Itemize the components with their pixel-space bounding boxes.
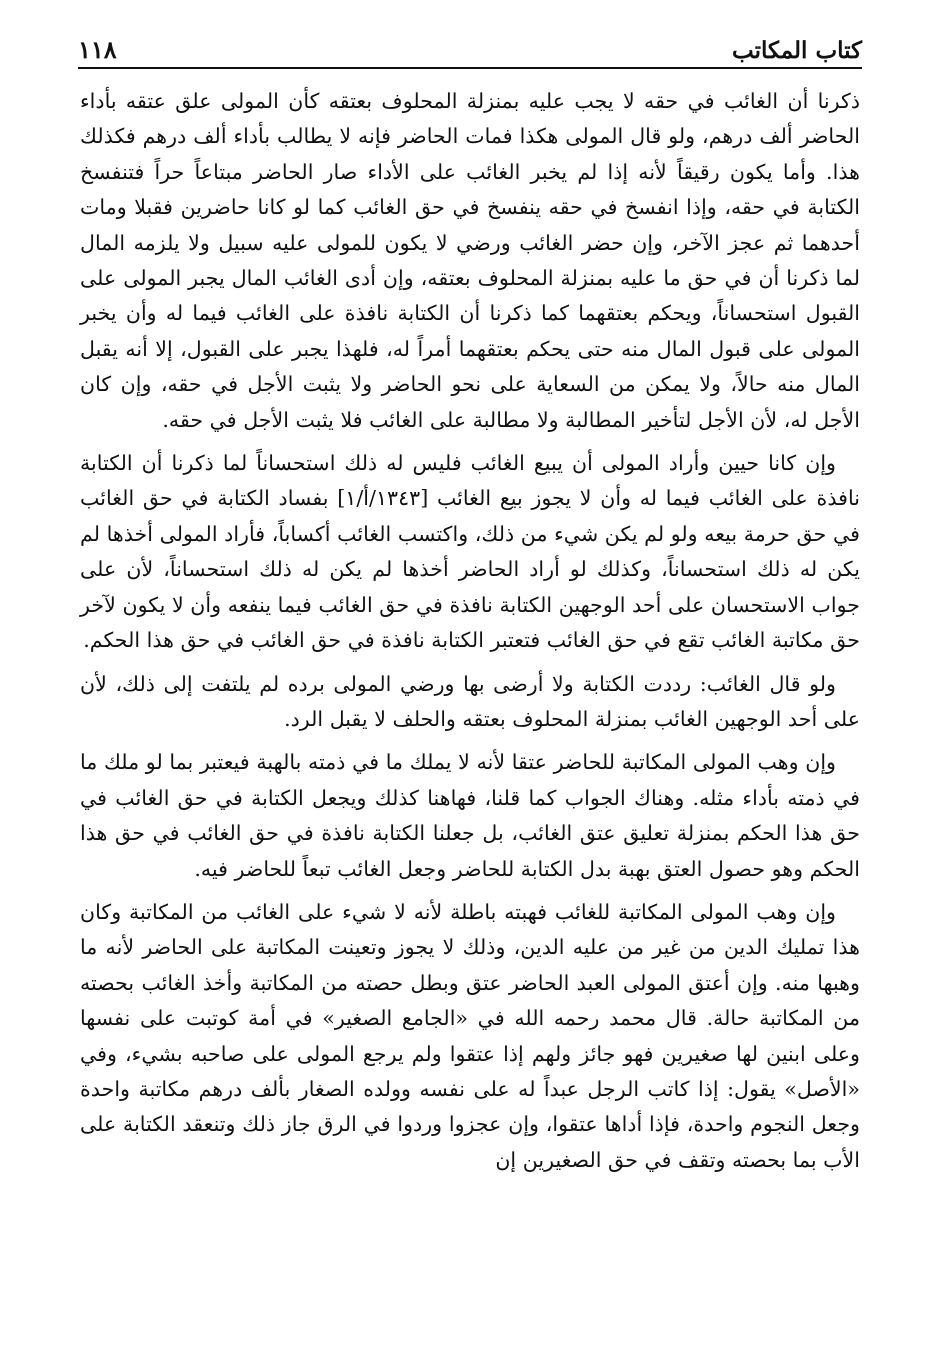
page-header — [78, 24, 862, 64]
running-title: كتاب المكاتب — [732, 37, 862, 64]
paragraph: وإن وهب المولى المكاتبة للغائب فهبته باطلة لأنه لا شيء على الغائب من المكاتبة وكان هذا تمليك الدين من غير من عليه الدين، وذلك لا يجوز وتعينت المكاتبة على الحاضر لأنه ما وهبها منه. وإن أعتق المولى العبد الحاضر عتق وبطل حصته من المكاتبة وأخذ الغائب بحصته من المكاتبة حالة. قال محمد رحمه الله في «الجامع الصغير» في أمة كوتبت على نفسها وعلى ابنين لها صغيرين فهو جائز ولهم إذا عتقوا ولم يرجع المولى على صاحبه بشيء، وفي «الأصل» يقول: إذا كاتب الرجل عبداً له على نفسه وولده الصغار بألف درهم مكاتبة واحدة وجعل النجوم واحدة، فإذا أداها عتقوا، وإن عجزوا وردوا في الرق جاز ذلك وتنعقد الكتابة على الأب بما بحصته وتقف في حق الصغيرين إن — [80, 899, 860, 1172]
header-rule — [78, 67, 862, 69]
body-text — [80, 84, 860, 1186]
paragraph: وإن وهب المولى المكاتبة للحاضر عتقا لأنه لا يملك ما في ذمته بالهبة فيعتبر بما لو ملك ما في ذمته بأداء مثله. وهناك الجواب كما قلنا، فهاهنا كذلك ويجعل الكتابة في حق الغائب في حق هذا الحكم بمنزلة تعليق عتق الغائب، بل جعلنا الكتابة نافذة في حق الغائب في حق هذا الحكم وهو حصول العتق بهبة بدل الكتابة للحاضر وجعل الغائب تبعاً للحاضر فيه. — [80, 750, 860, 881]
paragraph: ذكرنا أن الغائب في حقه لا يجب عليه بمنزلة المحلوف بعتقه كأن المولى علق عتقه بأداء الحاضر ألف درهم، ولو قال المولى هكذا فمات الحاضر فإنه لا يطالب بأداء ألف درهم فكذلك هذا. وأما يكون رقيقاً لأنه إذا لم يخبر الغائب على الأداء صار الحاضر مبتاعاً حراً فتنفسخ الكتابة في حقه، وإذا انفسخ في حقه ينفسخ في حق الغائب كما لو كانا حاضرين فقبلا ومات أحدهما ثم عجز الآخر، وإن حضر الغائب ورضي لا يكون للمولى عليه سبيل ولا يلزمه المال لما ذكرنا أن في حق ما عليه بمنزلة المحلوف بعتقه، وإن أدى الغائب المال يجبر المولى على القبول استحساناً، ويحكم بعتقهما كما ذكرنا أن الكتابة نافذة على الغائب فيما له وأن يخبر المولى على قبول المال منه حتى يحكم بعتقهما أمراً له، فلهذا يجبر على القبول، إلا أنه يقبل المال منه حالاً، ولا يمكن من السعاية على نحو الحاضر ولا يثبت الأجل في حقه، وإن كان الأجل له، لأن الأجل لتأخير المطالبة ولا مطالبة على الغائب فلا يثبت الأجل في حقه. — [80, 89, 860, 432]
page-number: ١١٨ — [78, 35, 117, 64]
paragraph: ولو قال الغائب: رددت الكتابة ولا أرضى بها ورضي المولى برده لم يلتفت إلى ذلك، لأن على أحد الوجهين الغائب بمنزلة المحلوف بعتقه والحلف لا يقبل الرد. — [80, 671, 860, 731]
paragraph: وإن كانا حيين وأراد المولى أن يبيع الغائب فليس له ذلك استحساناً لما ذكرنا أن الكتابة نافذة على الغائب فيما له وأن لا يجوز بيع الغائب [١٣٤٣/أ/١] بفساد الكتابة في حق الغائب في حق حرمة بيعه ولو لم يكن شيء من ذلك، واكتسب الغائب أكساباً، فأراد المولى أخذها لم يكن له ذلك استحساناً، وكذلك لو أراد الحاضر أخذها لم يكن له ذلك استحساناً، لأن على جواب الاستحسان على أحد الوجهين الكتابة نافذة في حق الغائب فيما ينفعه وأن لا يكون لآخر حق مكاتبة الغائب تقع في حق الغائب فتعتبر الكتابة نافذة في حق الغائب في حق هذا الحكم. — [80, 451, 861, 653]
